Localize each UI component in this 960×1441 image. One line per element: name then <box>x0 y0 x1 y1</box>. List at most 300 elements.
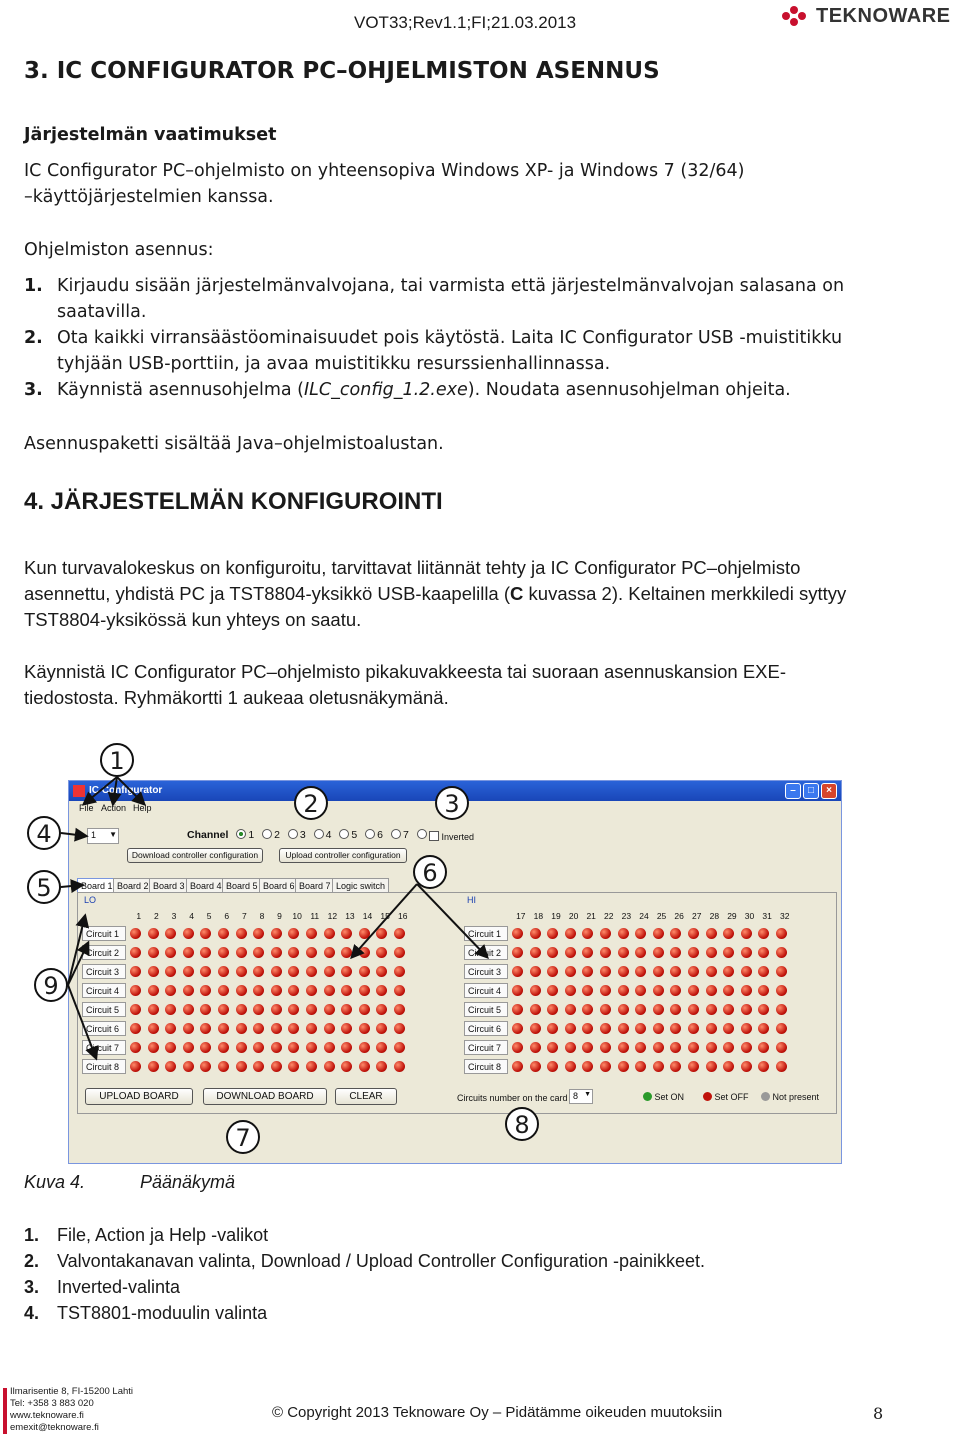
tab-logic-switch[interactable]: Logic switch <box>332 878 389 893</box>
circuit-label[interactable]: Circuit 1 <box>82 926 126 941</box>
led-toggle[interactable] <box>618 985 629 996</box>
led-toggle[interactable] <box>723 966 734 977</box>
led-toggle[interactable] <box>582 1023 593 1034</box>
led-toggle[interactable] <box>582 1004 593 1015</box>
led-toggle[interactable] <box>723 1042 734 1053</box>
led-toggle[interactable] <box>653 985 664 996</box>
led-toggle[interactable] <box>376 966 387 977</box>
led-toggle[interactable] <box>183 966 194 977</box>
led-toggle[interactable] <box>148 928 159 939</box>
led-toggle[interactable] <box>324 928 335 939</box>
led-toggle[interactable] <box>324 1042 335 1053</box>
tab-board-4[interactable]: Board 4 <box>186 878 226 893</box>
led-toggle[interactable] <box>288 1061 299 1072</box>
download-config-button[interactable]: Download controller configuration <box>127 848 263 863</box>
led-toggle[interactable] <box>359 947 370 958</box>
led-toggle[interactable] <box>288 1023 299 1034</box>
led-toggle[interactable] <box>547 985 558 996</box>
led-toggle[interactable] <box>618 1004 629 1015</box>
led-toggle[interactable] <box>306 1023 317 1034</box>
led-toggle[interactable] <box>776 1004 787 1015</box>
led-toggle[interactable] <box>394 947 405 958</box>
led-toggle[interactable] <box>758 1061 769 1072</box>
led-toggle[interactable] <box>758 1042 769 1053</box>
led-toggle[interactable] <box>723 928 734 939</box>
channel-radio[interactable] <box>417 829 427 839</box>
led-toggle[interactable] <box>324 1023 335 1034</box>
led-toggle[interactable] <box>324 947 335 958</box>
led-toggle[interactable] <box>394 966 405 977</box>
led-toggle[interactable] <box>723 1004 734 1015</box>
led-toggle[interactable] <box>565 1061 576 1072</box>
led-toggle[interactable] <box>183 947 194 958</box>
led-toggle[interactable] <box>200 966 211 977</box>
led-toggle[interactable] <box>741 966 752 977</box>
led-toggle[interactable] <box>741 985 752 996</box>
led-toggle[interactable] <box>324 966 335 977</box>
led-toggle[interactable] <box>688 1042 699 1053</box>
led-toggle[interactable] <box>306 966 317 977</box>
led-toggle[interactable] <box>618 928 629 939</box>
led-toggle[interactable] <box>688 1061 699 1072</box>
led-toggle[interactable] <box>394 1004 405 1015</box>
tab-board-3[interactable]: Board 3 <box>149 878 189 893</box>
led-toggle[interactable] <box>670 928 681 939</box>
led-toggle[interactable] <box>512 1061 523 1072</box>
channel-radio[interactable] <box>391 829 401 839</box>
led-toggle[interactable] <box>530 1061 541 1072</box>
led-toggle[interactable] <box>776 947 787 958</box>
led-toggle[interactable] <box>530 985 541 996</box>
tab-board-2[interactable]: Board 2 <box>113 878 153 893</box>
led-toggle[interactable] <box>341 966 352 977</box>
close-icon[interactable]: × <box>821 783 837 799</box>
led-toggle[interactable] <box>600 1004 611 1015</box>
led-toggle[interactable] <box>670 1042 681 1053</box>
circuit-label[interactable]: Circuit 1 <box>464 926 508 941</box>
led-toggle[interactable] <box>618 1023 629 1034</box>
led-toggle[interactable] <box>530 1042 541 1053</box>
led-toggle[interactable] <box>148 1004 159 1015</box>
circuit-label[interactable]: Circuit 2 <box>82 945 126 960</box>
led-toggle[interactable] <box>200 1023 211 1034</box>
led-toggle[interactable] <box>394 1042 405 1053</box>
led-toggle[interactable] <box>359 928 370 939</box>
led-toggle[interactable] <box>582 947 593 958</box>
led-toggle[interactable] <box>600 966 611 977</box>
led-toggle[interactable] <box>236 928 247 939</box>
led-toggle[interactable] <box>218 947 229 958</box>
led-toggle[interactable] <box>688 1004 699 1015</box>
led-toggle[interactable] <box>288 947 299 958</box>
led-toggle[interactable] <box>741 1042 752 1053</box>
led-toggle[interactable] <box>723 985 734 996</box>
led-toggle[interactable] <box>130 966 141 977</box>
led-toggle[interactable] <box>776 985 787 996</box>
download-board-button[interactable]: DOWNLOAD BOARD <box>203 1088 327 1105</box>
tab-board-1[interactable]: Board 1 <box>77 878 117 893</box>
led-toggle[interactable] <box>288 928 299 939</box>
led-toggle[interactable] <box>565 928 576 939</box>
led-toggle[interactable] <box>723 947 734 958</box>
led-toggle[interactable] <box>341 985 352 996</box>
circuit-label[interactable]: Circuit 5 <box>464 1002 508 1017</box>
circuit-label[interactable]: Circuit 4 <box>464 983 508 998</box>
led-toggle[interactable] <box>200 1042 211 1053</box>
led-toggle[interactable] <box>236 1061 247 1072</box>
led-toggle[interactable] <box>341 947 352 958</box>
led-toggle[interactable] <box>130 985 141 996</box>
circuit-label[interactable]: Circuit 3 <box>464 964 508 979</box>
led-toggle[interactable] <box>165 947 176 958</box>
led-toggle[interactable] <box>706 1061 717 1072</box>
led-toggle[interactable] <box>618 966 629 977</box>
led-toggle[interactable] <box>130 928 141 939</box>
led-toggle[interactable] <box>253 1023 264 1034</box>
led-toggle[interactable] <box>635 1042 646 1053</box>
led-toggle[interactable] <box>706 1004 717 1015</box>
led-toggle[interactable] <box>359 1023 370 1034</box>
circuit-label[interactable]: Circuit 7 <box>82 1040 126 1055</box>
circuit-label[interactable]: Circuit 8 <box>82 1059 126 1074</box>
upload-config-button[interactable]: Upload controller configuration <box>279 848 407 863</box>
led-toggle[interactable] <box>600 985 611 996</box>
circuit-label[interactable]: Circuit 5 <box>82 1002 126 1017</box>
module-select[interactable]: 1 ▼ <box>87 828 119 844</box>
led-toggle[interactable] <box>341 1061 352 1072</box>
led-toggle[interactable] <box>635 1061 646 1072</box>
led-toggle[interactable] <box>688 947 699 958</box>
led-toggle[interactable] <box>706 928 717 939</box>
led-toggle[interactable] <box>582 1061 593 1072</box>
led-toggle[interactable] <box>758 1004 769 1015</box>
led-toggle[interactable] <box>600 1042 611 1053</box>
led-toggle[interactable] <box>130 1023 141 1034</box>
menu-file[interactable]: File <box>79 803 94 813</box>
led-toggle[interactable] <box>582 1042 593 1053</box>
led-toggle[interactable] <box>670 985 681 996</box>
led-toggle[interactable] <box>547 1004 558 1015</box>
led-toggle[interactable] <box>670 966 681 977</box>
led-toggle[interactable] <box>758 947 769 958</box>
circuit-label[interactable]: Circuit 6 <box>82 1021 126 1036</box>
led-toggle[interactable] <box>600 1023 611 1034</box>
led-toggle[interactable] <box>271 985 282 996</box>
led-toggle[interactable] <box>236 985 247 996</box>
led-toggle[interactable] <box>741 1004 752 1015</box>
led-toggle[interactable] <box>376 1061 387 1072</box>
circuit-label[interactable]: Circuit 6 <box>464 1021 508 1036</box>
led-toggle[interactable] <box>670 1004 681 1015</box>
channel-radio[interactable] <box>236 829 246 839</box>
led-toggle[interactable] <box>341 1042 352 1053</box>
minimize-icon[interactable]: – <box>785 783 801 799</box>
led-toggle[interactable] <box>306 947 317 958</box>
led-toggle[interactable] <box>148 966 159 977</box>
channel-radio[interactable] <box>339 829 349 839</box>
led-toggle[interactable] <box>776 1061 787 1072</box>
led-toggle[interactable] <box>271 1042 282 1053</box>
led-toggle[interactable] <box>130 1061 141 1072</box>
led-toggle[interactable] <box>635 928 646 939</box>
led-toggle[interactable] <box>565 1042 576 1053</box>
led-toggle[interactable] <box>776 928 787 939</box>
led-toggle[interactable] <box>688 1023 699 1034</box>
led-toggle[interactable] <box>565 1023 576 1034</box>
led-toggle[interactable] <box>530 1023 541 1034</box>
led-toggle[interactable] <box>547 966 558 977</box>
led-toggle[interactable] <box>341 1004 352 1015</box>
led-toggle[interactable] <box>530 947 541 958</box>
led-toggle[interactable] <box>565 985 576 996</box>
led-toggle[interactable] <box>723 1023 734 1034</box>
led-toggle[interactable] <box>253 928 264 939</box>
led-toggle[interactable] <box>324 985 335 996</box>
led-toggle[interactable] <box>376 1042 387 1053</box>
led-toggle[interactable] <box>512 966 523 977</box>
led-toggle[interactable] <box>324 1004 335 1015</box>
led-toggle[interactable] <box>253 1004 264 1015</box>
led-toggle[interactable] <box>670 1023 681 1034</box>
led-toggle[interactable] <box>253 947 264 958</box>
led-toggle[interactable] <box>218 1023 229 1034</box>
led-toggle[interactable] <box>148 985 159 996</box>
led-toggle[interactable] <box>271 966 282 977</box>
led-toggle[interactable] <box>547 928 558 939</box>
channel-radio[interactable] <box>314 829 324 839</box>
led-toggle[interactable] <box>218 1004 229 1015</box>
led-toggle[interactable] <box>688 966 699 977</box>
circuit-label[interactable]: Circuit 7 <box>464 1040 508 1055</box>
led-toggle[interactable] <box>653 1042 664 1053</box>
led-toggle[interactable] <box>200 1004 211 1015</box>
led-toggle[interactable] <box>306 1061 317 1072</box>
led-toggle[interactable] <box>288 1042 299 1053</box>
led-toggle[interactable] <box>200 1061 211 1072</box>
led-toggle[interactable] <box>635 1023 646 1034</box>
led-toggle[interactable] <box>359 1004 370 1015</box>
led-toggle[interactable] <box>565 1004 576 1015</box>
led-toggle[interactable] <box>635 1004 646 1015</box>
led-toggle[interactable] <box>218 966 229 977</box>
led-toggle[interactable] <box>130 947 141 958</box>
led-toggle[interactable] <box>236 1023 247 1034</box>
led-toggle[interactable] <box>512 947 523 958</box>
led-toggle[interactable] <box>148 1061 159 1072</box>
led-toggle[interactable] <box>600 1061 611 1072</box>
led-toggle[interactable] <box>706 947 717 958</box>
led-toggle[interactable] <box>165 966 176 977</box>
led-toggle[interactable] <box>306 928 317 939</box>
inverted-checkbox[interactable]: Inverted <box>429 831 474 842</box>
led-toggle[interactable] <box>653 947 664 958</box>
led-toggle[interactable] <box>394 1023 405 1034</box>
led-toggle[interactable] <box>653 1023 664 1034</box>
led-toggle[interactable] <box>565 947 576 958</box>
led-toggle[interactable] <box>253 966 264 977</box>
led-toggle[interactable] <box>253 1061 264 1072</box>
led-toggle[interactable] <box>341 928 352 939</box>
circuit-label[interactable]: Circuit 8 <box>464 1059 508 1074</box>
led-toggle[interactable] <box>183 1004 194 1015</box>
led-toggle[interactable] <box>183 928 194 939</box>
led-toggle[interactable] <box>253 985 264 996</box>
led-toggle[interactable] <box>165 1023 176 1034</box>
led-toggle[interactable] <box>512 928 523 939</box>
led-toggle[interactable] <box>741 1023 752 1034</box>
led-toggle[interactable] <box>359 1042 370 1053</box>
led-toggle[interactable] <box>359 966 370 977</box>
led-toggle[interactable] <box>394 1061 405 1072</box>
led-toggle[interactable] <box>253 1042 264 1053</box>
channel-radio[interactable] <box>262 829 272 839</box>
led-toggle[interactable] <box>218 928 229 939</box>
led-toggle[interactable] <box>148 1042 159 1053</box>
channel-radio[interactable] <box>365 829 375 839</box>
led-toggle[interactable] <box>130 1042 141 1053</box>
led-toggle[interactable] <box>288 985 299 996</box>
led-toggle[interactable] <box>183 1061 194 1072</box>
led-toggle[interactable] <box>376 947 387 958</box>
led-toggle[interactable] <box>200 947 211 958</box>
led-toggle[interactable] <box>324 1061 335 1072</box>
led-toggle[interactable] <box>706 985 717 996</box>
led-toggle[interactable] <box>512 1004 523 1015</box>
led-toggle[interactable] <box>530 928 541 939</box>
led-toggle[interactable] <box>723 1061 734 1072</box>
led-toggle[interactable] <box>306 1004 317 1015</box>
led-toggle[interactable] <box>148 1023 159 1034</box>
led-toggle[interactable] <box>547 1042 558 1053</box>
led-toggle[interactable] <box>547 1023 558 1034</box>
led-toggle[interactable] <box>376 928 387 939</box>
led-toggle[interactable] <box>582 966 593 977</box>
led-toggle[interactable] <box>706 1042 717 1053</box>
led-toggle[interactable] <box>288 1004 299 1015</box>
led-toggle[interactable] <box>635 985 646 996</box>
led-toggle[interactable] <box>130 1004 141 1015</box>
led-toggle[interactable] <box>776 1042 787 1053</box>
led-toggle[interactable] <box>165 1004 176 1015</box>
led-toggle[interactable] <box>582 928 593 939</box>
led-toggle[interactable] <box>236 947 247 958</box>
circuit-label[interactable]: Circuit 4 <box>82 983 126 998</box>
tab-board-5[interactable]: Board 5 <box>222 878 262 893</box>
led-toggle[interactable] <box>741 928 752 939</box>
led-toggle[interactable] <box>183 985 194 996</box>
menu-action[interactable]: Action <box>101 803 127 813</box>
led-toggle[interactable] <box>218 1061 229 1072</box>
led-toggle[interactable] <box>758 985 769 996</box>
led-toggle[interactable] <box>306 1042 317 1053</box>
led-toggle[interactable] <box>394 985 405 996</box>
led-toggle[interactable] <box>376 1004 387 1015</box>
led-toggle[interactable] <box>271 947 282 958</box>
led-toggle[interactable] <box>271 928 282 939</box>
channel-radio[interactable] <box>288 829 298 839</box>
led-toggle[interactable] <box>165 1042 176 1053</box>
led-toggle[interactable] <box>288 966 299 977</box>
led-toggle[interactable] <box>341 1023 352 1034</box>
led-toggle[interactable] <box>236 966 247 977</box>
led-toggle[interactable] <box>758 1023 769 1034</box>
led-toggle[interactable] <box>776 1023 787 1034</box>
led-toggle[interactable] <box>758 966 769 977</box>
led-toggle[interactable] <box>218 1042 229 1053</box>
led-toggle[interactable] <box>394 928 405 939</box>
led-toggle[interactable] <box>582 985 593 996</box>
led-toggle[interactable] <box>670 1061 681 1072</box>
led-toggle[interactable] <box>165 985 176 996</box>
tab-board-6[interactable]: Board 6 <box>259 878 299 893</box>
clear-button[interactable]: CLEAR <box>335 1088 397 1105</box>
led-toggle[interactable] <box>148 947 159 958</box>
circuit-label[interactable]: Circuit 3 <box>82 964 126 979</box>
led-toggle[interactable] <box>635 966 646 977</box>
circuits-on-card-select[interactable]: 8 ▼ <box>569 1089 593 1104</box>
tab-board-7[interactable]: Board 7 <box>295 878 335 893</box>
led-toggle[interactable] <box>547 1061 558 1072</box>
led-toggle[interactable] <box>741 1061 752 1072</box>
led-toggle[interactable] <box>618 1061 629 1072</box>
led-toggle[interactable] <box>376 1023 387 1034</box>
led-toggle[interactable] <box>530 966 541 977</box>
led-toggle[interactable] <box>359 985 370 996</box>
led-toggle[interactable] <box>706 966 717 977</box>
led-toggle[interactable] <box>653 1061 664 1072</box>
led-toggle[interactable] <box>670 947 681 958</box>
circuit-label[interactable]: Circuit 2 <box>464 945 508 960</box>
led-toggle[interactable] <box>165 1061 176 1072</box>
led-toggle[interactable] <box>236 1042 247 1053</box>
led-toggle[interactable] <box>653 966 664 977</box>
led-toggle[interactable] <box>218 985 229 996</box>
led-toggle[interactable] <box>653 928 664 939</box>
menu-help[interactable]: Help <box>133 803 152 813</box>
led-toggle[interactable] <box>600 928 611 939</box>
led-toggle[interactable] <box>512 985 523 996</box>
led-toggle[interactable] <box>706 1023 717 1034</box>
led-toggle[interactable] <box>758 928 769 939</box>
led-toggle[interactable] <box>236 1004 247 1015</box>
led-toggle[interactable] <box>618 947 629 958</box>
led-toggle[interactable] <box>271 1023 282 1034</box>
led-toggle[interactable] <box>776 966 787 977</box>
led-toggle[interactable] <box>183 1023 194 1034</box>
led-toggle[interactable] <box>618 1042 629 1053</box>
led-toggle[interactable] <box>653 1004 664 1015</box>
led-toggle[interactable] <box>512 1042 523 1053</box>
led-toggle[interactable] <box>200 928 211 939</box>
led-toggle[interactable] <box>183 1042 194 1053</box>
led-toggle[interactable] <box>165 928 176 939</box>
led-toggle[interactable] <box>306 985 317 996</box>
led-toggle[interactable] <box>688 928 699 939</box>
led-toggle[interactable] <box>688 985 699 996</box>
led-toggle[interactable] <box>565 966 576 977</box>
led-toggle[interactable] <box>200 985 211 996</box>
maximize-icon[interactable]: □ <box>803 783 819 799</box>
led-toggle[interactable] <box>271 1004 282 1015</box>
upload-board-button[interactable]: UPLOAD BOARD <box>85 1088 193 1105</box>
led-toggle[interactable] <box>271 1061 282 1072</box>
led-toggle[interactable] <box>600 947 611 958</box>
led-toggle[interactable] <box>512 1023 523 1034</box>
led-toggle[interactable] <box>376 985 387 996</box>
led-toggle[interactable] <box>547 947 558 958</box>
led-toggle[interactable] <box>359 1061 370 1072</box>
led-toggle[interactable] <box>635 947 646 958</box>
